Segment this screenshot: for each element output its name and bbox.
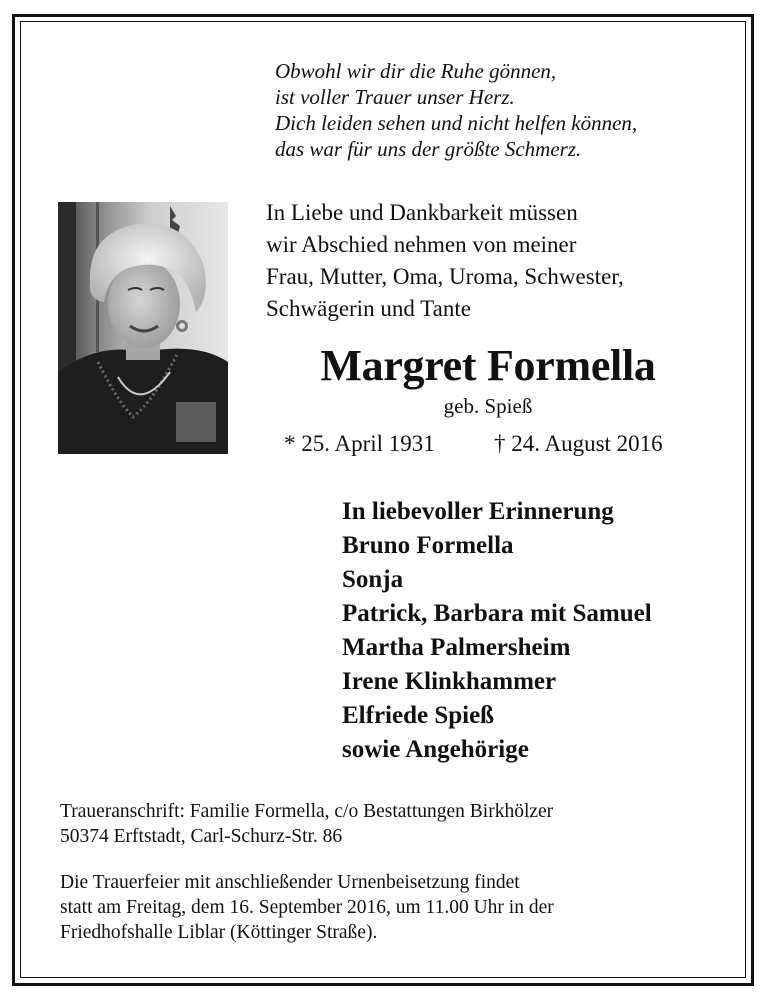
mourners-list [342, 495, 742, 767]
mourner-name: Elfriede Spieß [342, 702, 495, 729]
portrait-photo [58, 202, 228, 454]
mourner-name: Irene Klinkhammer [342, 668, 557, 695]
address-line: 50374 Erftstadt, Carl-Schurz-Str. 86 [60, 826, 343, 847]
ceremony-line: statt am Freitag, dem 16. September 2016, um 11.00 Uhr in der [60, 897, 554, 918]
intro-line: Frau, Mutter, Oma, Uroma, Schwester, [266, 264, 624, 289]
intro-line: In Liebe und Dankbarkeit müssen [266, 200, 578, 225]
deceased-name: Margret Formella [320, 341, 656, 390]
intro-line: Schwägerin und Tante [266, 296, 471, 321]
mourner-name: Bruno Formella [342, 532, 514, 559]
mourners-heading: In liebevoller Erinnerung [342, 498, 614, 525]
mourner-name: sowie Angehörige [342, 736, 529, 763]
ceremony-line: Die Trauerfeier mit anschließender Urnenbeisetzung findet [60, 872, 520, 893]
mourner-name: Sonja [342, 566, 404, 593]
poem-line: Dich leiden sehen und nicht helfen können, [275, 111, 638, 135]
poem-line: ist voller Trauer unser Herz. [275, 85, 515, 109]
address-line: Traueranschrift: Familie Formella, c/o Bestattungen Birkhölzer [60, 801, 554, 822]
ceremony-info [60, 870, 740, 945]
death-date: † 24. August 2016 [494, 431, 663, 456]
poem-line: das war für uns der größte Schmerz. [275, 137, 582, 161]
mourning-address [60, 799, 740, 849]
ceremony-line: Friedhofshalle Liblar (Köttinger Straße). [60, 922, 378, 943]
maiden-name: geb. Spieß [443, 394, 533, 418]
birth-date: * 25. April 1931 [284, 431, 435, 456]
poem-line: Obwohl wir dir die Ruhe gönnen, [275, 59, 557, 83]
intro-text [266, 197, 736, 325]
mourner-name: Martha Palmersheim [342, 634, 571, 661]
intro-line: wir Abschied nehmen von meiner [266, 232, 577, 257]
mourner-name: Patrick, Barbara mit Samuel [342, 600, 652, 627]
poem [275, 58, 745, 162]
